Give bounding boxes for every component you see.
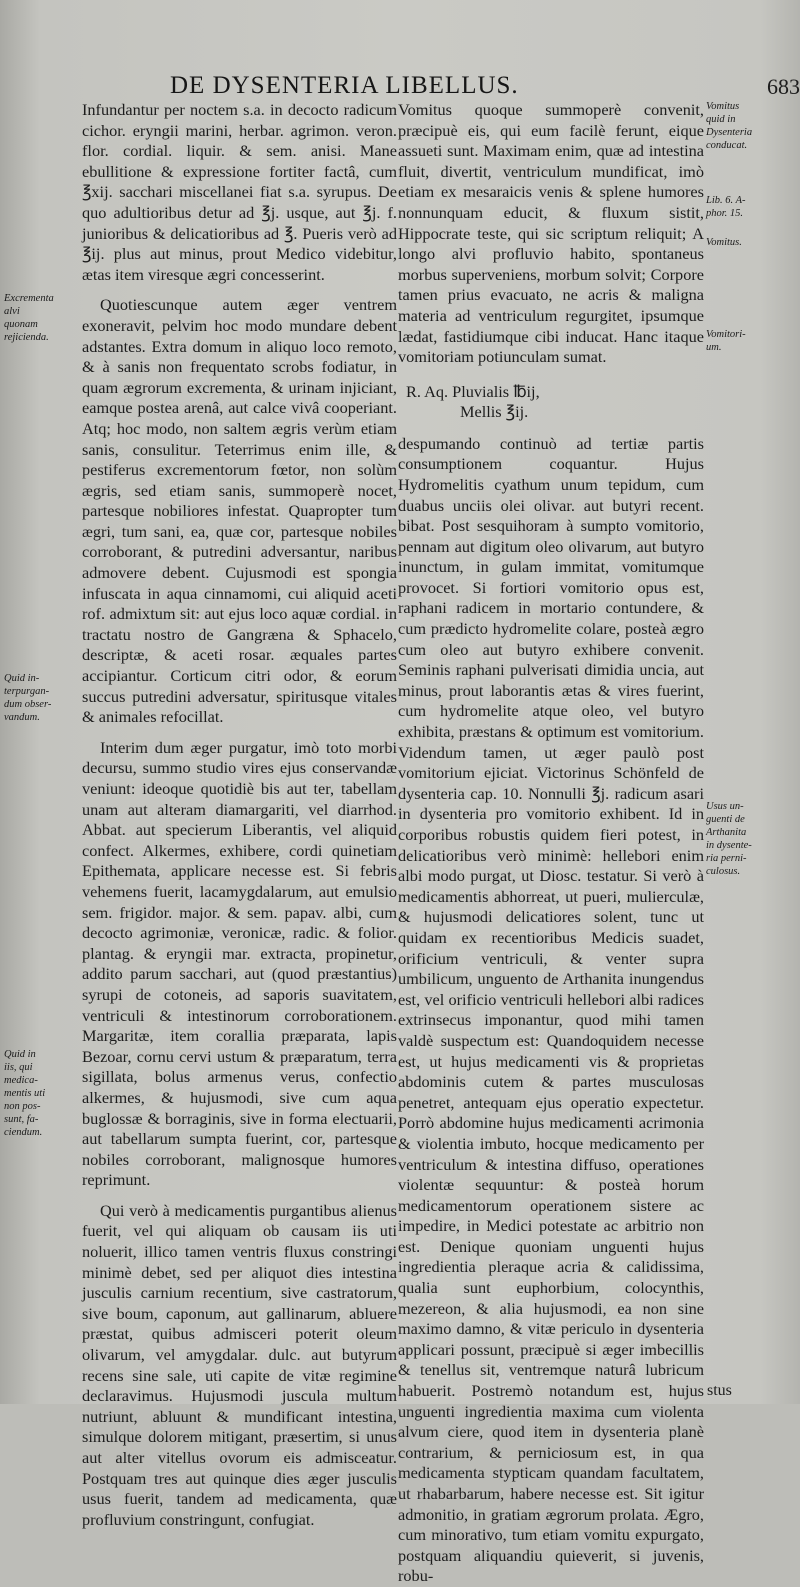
right-text-column [398, 100, 704, 1587]
recipe-block [398, 382, 704, 422]
recipe-line-1: R. Aq. Pluvialis ℔ij, [406, 381, 540, 401]
paragraph-left-3: Interim dum æger purgatur, imò toto morbi decursu, summo studio vires ejus conservandæ veniunt: ideoque quotidiè bis aut ter, tabellam unam aut alteram diamargariti, vel diarrhod. Abbat. aut specierum Liberantis, vel aliquid confect. Alkermes, exhibere, cordi quinetiam Epithemata, applicare necesse est. Si febris vehemens fuerit, lacamygdalarum, aut emulsio sem. frigidor. major. & sem. papav. albi, cum decocto agrimoniæ, veronicæ, radic. & folior. plantag. & eryngii mar. extracta, propinetur, addito parum sacchari, aut (quod præstantius) syrupi de cotoneis, ad saporis suavitatem, ventriculi & intestinorum corroborationem. Margaritæ, item corallia præparata, lapis Bezoar, cornu cervi ustum & præparatum, terra sigillata, bolus armenus verus, confectio alkermes, & hujusmodi, sive cum aqua buglossæ & borraginis, sive in forma electuarii, aut tabellarum sumpta fuerint, cor, partesque nobiles corroborant, malignosque humores reprimunt. [82, 737, 397, 1190]
page-number: 683 [767, 74, 800, 99]
margin-note-right-2: Lib. 6. A- phor. 15. [706, 195, 746, 219]
paragraph-left-1: Infundantur per noctem s.a. in decocto radicum cichor. eryngii marini, herbar. agrimon. veron. flor. cordial. liquir. & sem. anisi. Mane ebullitione & expressione fortiter factâ, cum ℥xij. sacchari miscellanei fiat s.a. syrupus. De quo adultioribus detur ad ℥j. usque, aut ℥j. f. junioribus & delicatioribus ad ℥. Pueris verò ad ℥ij. plus aut minus, prout Medico videbitur, ætas item viresque ægri concesserint. [82, 100, 397, 284]
margin-note-left-1: Excrementa alvi quonam rejicienda. [4, 293, 54, 343]
paragraph-left-4: Qui verò à medicamentis purgantibus alienus fuerit, vel qui aliquam ob causam iis uti noluerit, illico tamen ventris fluxus constringi minimè debet, sed per aliquot dies intestina jusculis carnium recentium, sive castratorum, sive boum, caponum, aut gallinarum, abluere præstat, quibus admisceri poterit oleum olivarum, vel amygdalar. dulc. aut butyrum recens sine sale, uti capite de vitæ regimine declaravimus. Hujusmodi jusculа multum nutriunt, abluunt & mundificant intestina, simulque dolorem mitigant, præsertim, si unus aut alter vitellus ovorum eis admisceatur. Postquam tres aut quinque dies æger jusculis usus fuerit, tandem ad medicamenta, quæ profluvium constringunt, confugiat. [82, 1200, 397, 1529]
paragraph-right-1: Vomitus quoque summoperè convenit, præcipuè eis, qui eum facilè ferunt, eique assueti sunt. Maximam enim, quæ ad intestina fluit, divertit, ventriculum mundificat, imò etiam ex mesaraicis venis & splene humores nonnunquam educit, & fluxum sistit, Hippocrate teste, qui sic scriptum reliquit; A longo alvi profluvio habito, spontaneus morbus superveniens, morbum solvit; Corpore tamen prius evacuato, ne acris & maligna materia ad ventriculum regurgitet, ipsumque lædat, fastidiumque cibi inducat. Hanc itaque vomitoriam potiunculam sumat. [398, 100, 704, 367]
recipe-line-2: Mellis ℥ij. [460, 401, 529, 421]
margin-note-left-2: Quid in- terpurgan- dum obser- vandum. [4, 673, 52, 723]
margin-note-right-1: Vomitus quid in Dysenteria conducat. [706, 101, 753, 151]
margin-note-left-3: Quid in iis, qui medica- mentis uti non pos- sunt, fa- ciendum. [4, 1049, 46, 1138]
paragraph-right-2: despumando continuò ad tertiæ partis consumptionem coquantur. Hujus Hydromelitis cyathum unum tepidum, cum duabus unciis olei olivar. aut butyri recent. bibat. Post sesquihoram à sumpto vomitorio, pennam aut digitum oleo olivarum, aut butyro inunctum, in gulam immitat, vomitumque provocet. Si fortiori vomitorio opus est, raphani radicem in mortario contundere, & cum prædicto hydromelite colare, posteà ægro cum oleo aut butyro exhibere convenit. Seminis raphani pulverisati dimidia uncia, aut minus, prout laborantis ætas & vires fuerint, cum hydromelite atque oleo, vel butyro exhibita, præstans & optimum est vomitorium. Videndum tamen, ut æger paulò post vomitorium ejiciat. Victorinus Schönfeld de dysenteria cap. 10. Nonnulli ℥j. radicum asari in dysenteria pro vomitorio exhibent. Id in corporibus robustis quidem fieri potest, in delicatioribus verò minimè: hellebori enim albi modo purgat, ut Diosc. testatur. Si verò à medicamentis abhorreat, ut pueri, mulierculæ, & hujusmodi delicatiores solent, tunc ut quidam ex recentioribus Medicis suadet, orificium ventriculi, & venter supra umbilicum, unguento de Arthanita inungendus est, vel orificio ventriculi hellebori albi radices extrinsecus imponantur, quod mihi tamen valdè suspectum est: Quandoquidem necesse est, ut hujus medicamenti vis & proprietas abdominis cutem & partes musculosas penetret, antequam ejus operatio expectetur. Porrò abdomine hujus medicamenti acrimonia & violentia imbuto, hocque medicamento per ventriculum & intestina diffuso, operationes violentæ sequuntur: & posteà horum medicamentorum operationem sistere ac impedire, in Medici potestate ac arbitrio non est. Denique quoniam unguenti hujus ingredientia pleraque acria & calidissima, qualia sunt euphorbium, colocynthis, mezereon, & alia hujusmodi, ea non sine maximo damno, & vitæ periculo in dysenteria applicari possunt, præcipuè si æger imbecillis & tenellus sit, ventremque naturâ lubricum habuerit. Postremò notandum est, hujus unguenti ingredientia maxima cum violenta alvum ciere, quod item in dysenteria planè contrarium, & perniciosum est, in qua medicamenta stypticam quandam facultatem, ut rhabarbarum, habere necesse est. Sit igitur admonitio, in gratiam ægrorum prolata. Ægro, cum minorativo, tum etiam vomitu expurgato, postquam aliquandiu quieverit, si juvenis, robu- [398, 433, 704, 1586]
running-title: DE DYSENTERIA LIBELLUS. [170, 72, 519, 99]
catchword: stus [707, 1382, 732, 1399]
margin-note-right-4: Vomitori- um. [706, 329, 746, 353]
margin-note-right-5: Usus un- guenti de Arthanita in dysente- ria perni- culosus. [706, 801, 752, 877]
margin-note-right-3: Vomitus. [706, 237, 742, 248]
left-text-column [82, 100, 397, 1530]
paragraph-left-2: Quotiescunque autem æger ventrem exoneravit, pelvim hoc modo mundare debent adstantes. Extra domum in aliquo loco remoto, & à sanis non frequentato scrobs fodiatur, in quam ægrorum excrementa, & urinam injiciant, eamque postea arenâ, aut calce vivâ cooperiant. Atq; hoc modo, non saltem ægris verùm etiam sanis, consulitur. Teterrimus enim ille, & pestiferus excrementorum fœtor, non solùm ægris, sed etiam sanis, summoperè nocet, partesque nobiliores infestat. Quapropter tum ægri, tum sani, ea, quæ cor, partesque nobiles corroborant, & putredini adversantur, naribus admovere debent. Cujusmodi est spongia infuscata in aqua cinnamomi, cui aliquid aceti rof. admixtum sit: aut ejus loco aquæ cordial. in tractatu nostro de Gangræna & Sphacelo, descriptæ, & aceti rosar. æquales partes accipiantur. Corticum citri odor, & eorum succus putredini adversatur, spiritusque vitales & animales refocillat. [82, 295, 397, 727]
